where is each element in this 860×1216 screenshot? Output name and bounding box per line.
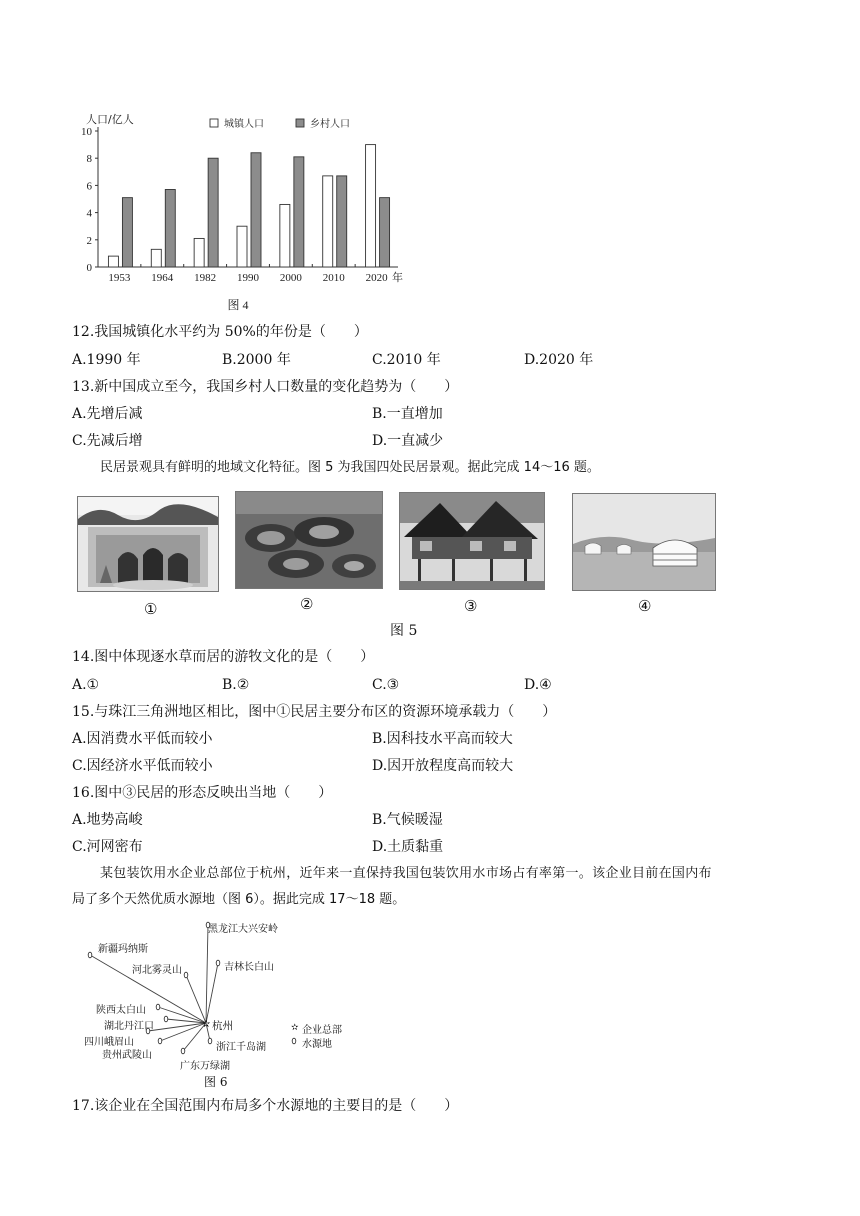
x-axis-title: 年 <box>392 271 403 284</box>
question-16-option-c[interactable]: C.河网密布 <box>72 839 143 855</box>
figure-6 <box>78 915 368 1090</box>
fig5-label-4: ④ <box>638 597 652 615</box>
question-12-option-b[interactable]: B.2000 年 <box>222 352 291 368</box>
question-12-stem: 12.我国城镇化水平约为 50%的年份是（ ） <box>72 324 368 340</box>
figure-4 <box>60 105 420 330</box>
question-12-option-d[interactable]: D.2020 年 <box>524 352 594 368</box>
x-tick-label: 1982 <box>194 272 217 284</box>
question-13-option-c[interactable]: C.先减后增 <box>72 433 143 449</box>
hq-star-icon: ✫ <box>202 1019 211 1030</box>
x-tick-label: 1953 <box>108 272 131 284</box>
bar-urban <box>323 176 333 267</box>
fig5-label-2: ② <box>300 595 314 613</box>
bar-urban <box>151 249 161 267</box>
question-15-option-a[interactable]: A.因消费水平低而较小 <box>72 731 213 747</box>
photo-tulou <box>235 491 383 589</box>
question-14-option-d[interactable]: D.④ <box>524 677 552 693</box>
fig6-source-1: 黑龙江大兴安岭 <box>208 924 278 935</box>
question-16-option-d[interactable]: D.土质黏重 <box>372 839 444 855</box>
question-15-stem: 15.与珠江三角洲地区相比，图中①民居主要分布区的资源环境承载力（ ） <box>72 704 557 720</box>
question-13-stem: 13.新中国成立至今，我国乡村人口数量的变化趋势为（ ） <box>72 379 459 395</box>
x-tick-label: 1990 <box>237 272 259 284</box>
question-13-option-d[interactable]: D.一直减少 <box>372 433 444 449</box>
bar-urban <box>237 226 247 267</box>
question-13-option-b[interactable]: B.一直增加 <box>372 406 443 422</box>
intro-paragraph-fig6-line2: 局了多个天然优质水源地（图 6）。据此完成 17～18 题。 <box>72 892 406 907</box>
legend-label: 乡村人口 <box>310 119 350 130</box>
question-13-option-a[interactable]: A.先增后减 <box>72 406 143 422</box>
y-tick-label: 4 <box>86 207 92 220</box>
bar-rural <box>208 158 218 267</box>
y-tick-label: 6 <box>86 180 92 193</box>
fig6-source-10: 浙江千岛湖 <box>216 1042 266 1053</box>
fig6-source-4: 河北雾灵山 <box>132 965 182 976</box>
question-14-option-b[interactable]: B.② <box>222 677 250 693</box>
legend-swatch <box>210 119 218 127</box>
bar-rural <box>122 198 132 267</box>
fig6-source-3: 吉林长白山 <box>224 962 274 973</box>
fig6-legend-source: 水源地 <box>302 1039 332 1050</box>
legend-label: 城镇人口 <box>224 119 264 130</box>
intro-paragraph-fig5: 民居景观具有鲜明的地域文化特征。图 5 为我国四处民居景观。据此完成 14～16 题。 <box>100 460 600 475</box>
legend-swatch <box>296 119 304 127</box>
bar-rural <box>294 157 304 267</box>
question-14-stem: 14.图中体现逐水草而居的游牧文化的是（ ） <box>72 649 375 665</box>
legend-hq-icon: ✫ <box>291 1023 299 1033</box>
bar-urban <box>366 145 376 267</box>
fig6-source-5: 陕西太白山 <box>96 1005 146 1016</box>
y-tick-label: 10 <box>81 126 92 138</box>
bar-urban <box>108 256 118 267</box>
question-14-option-c[interactable]: C.③ <box>372 677 400 693</box>
fig6-hub-label: 杭州 <box>212 1020 233 1032</box>
photo-stilt-house <box>399 492 545 590</box>
x-tick-label: 1964 <box>151 272 174 284</box>
y-tick-label: 2 <box>86 234 92 247</box>
fig5-caption: 图 5 <box>390 623 418 639</box>
fig5-label-3: ③ <box>464 597 478 615</box>
question-15-option-c[interactable]: C.因经济水平低而较小 <box>72 758 213 774</box>
question-15-option-d[interactable]: D.因开放程度高而较大 <box>372 758 514 774</box>
bar-rural <box>380 198 390 267</box>
bar-urban <box>194 238 204 267</box>
fig6-source-2: 新疆玛纳斯 <box>98 944 148 955</box>
fig6-caption: 图 6 <box>204 1075 228 1089</box>
question-16-stem: 16.图中③民居的形态反映出当地（ ） <box>72 785 333 801</box>
question-12-option-a[interactable]: A.1990 年 <box>72 352 141 368</box>
y-tick-label: 0 <box>86 262 92 274</box>
bar-rural <box>251 153 261 267</box>
question-17-stem: 17.该企业在全国范围内布局多个水源地的主要目的是（ ） <box>72 1098 459 1114</box>
x-tick-label: 2010 <box>322 272 345 284</box>
fig4-caption: 图 4 <box>227 298 249 312</box>
y-tick-label: 8 <box>86 153 92 166</box>
bar-rural <box>165 189 175 267</box>
x-tick-label: 2000 <box>279 272 302 284</box>
photo-cave-dwelling <box>77 496 219 592</box>
fig5-label-1: ① <box>144 600 158 618</box>
population-bar-chart <box>60 105 420 330</box>
question-16-option-a[interactable]: A.地势高峻 <box>72 812 143 828</box>
question-14-option-a[interactable]: A.① <box>72 677 100 693</box>
fig6-source-6: 湖北丹江口 <box>104 1021 154 1032</box>
fig6-source-7: 四川峨眉山 <box>84 1037 134 1048</box>
fig6-legend-hq: 企业总部 <box>302 1025 342 1036</box>
question-15-option-b[interactable]: B.因科技水平高而较大 <box>372 731 513 747</box>
bar-rural <box>337 176 347 267</box>
legend-source-icon <box>292 1038 296 1044</box>
y-axis-title: 人口/亿人 <box>86 113 134 126</box>
fig6-source-8: 贵州武陵山 <box>102 1050 152 1061</box>
question-16-option-b[interactable]: B.气候暖湿 <box>372 812 443 828</box>
bar-urban <box>280 204 290 267</box>
question-12-option-c[interactable]: C.2010 年 <box>372 352 441 368</box>
intro-paragraph-fig6-line1: 某包装饮用水企业总部位于杭州，近年来一直保持我国包装饮用水市场占有率第一。该企业目前在国内布 <box>100 866 712 881</box>
fig6-source-9: 广东万绿湖 <box>180 1061 230 1072</box>
photo-yurt <box>572 493 716 591</box>
x-tick-label: 2020 <box>365 272 388 284</box>
